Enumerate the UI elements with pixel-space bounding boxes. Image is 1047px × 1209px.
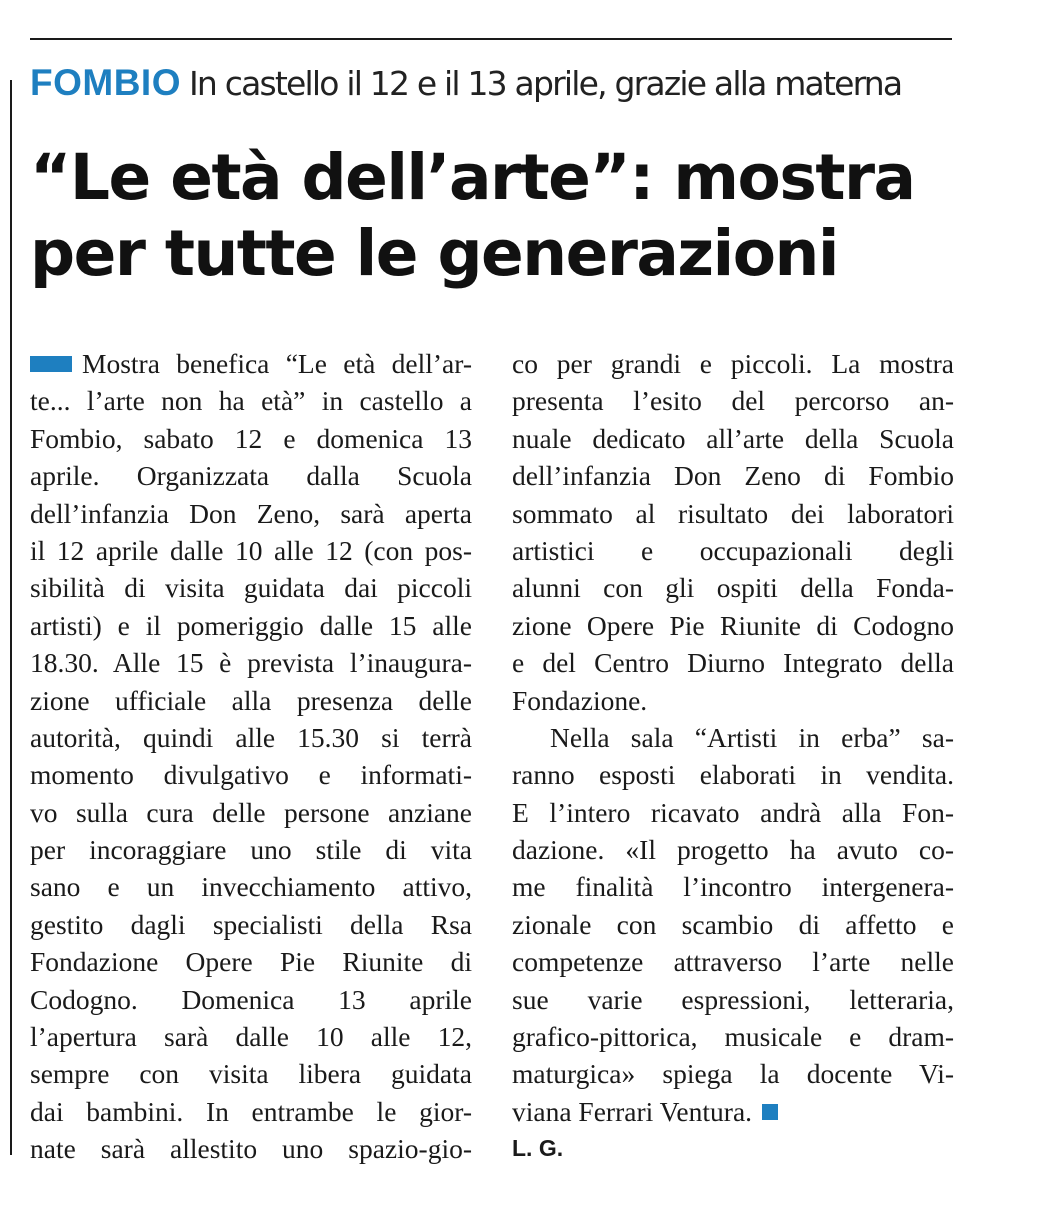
article-line-text: viana Ferrari Ventura. bbox=[512, 1095, 753, 1127]
article-line: dai bambini. In entrambe le gior- bbox=[30, 1095, 472, 1127]
article-line: competenze attraverso l’arte nelle bbox=[512, 946, 954, 978]
start-square-icon bbox=[30, 356, 72, 372]
article-line: momento divulgativo e informati- bbox=[30, 759, 472, 791]
article-line-text: Mostra benefica “Le età dell’ar- bbox=[82, 348, 472, 379]
article-column-left bbox=[30, 345, 472, 1168]
article-line: E l’intero ricavato andrà alla Fon- bbox=[512, 796, 954, 828]
article-line: vo sulla cura delle persone anziane bbox=[30, 796, 472, 828]
article-line: dazione. «Il progetto ha avuto co- bbox=[512, 834, 954, 866]
article-line: sano e un invecchiamento attivo, bbox=[30, 871, 472, 903]
article-line: l’apertura sarà dalle 10 alle 12, bbox=[30, 1021, 472, 1053]
article-line: te... l’arte non ha età” in castello a bbox=[30, 385, 472, 417]
article-line: 18.30. Alle 15 è prevista l’inaugura- bbox=[30, 647, 472, 679]
kicker bbox=[30, 64, 990, 101]
article-line: zione Opere Pie Riunite di Codogno bbox=[512, 609, 954, 641]
article-line: co per grandi e piccoli. La mostra bbox=[512, 348, 954, 379]
article-line: nate sarà allestito uno spazio-gio- bbox=[30, 1133, 472, 1165]
author-signature: L. G. bbox=[512, 1135, 564, 1162]
article-line: Fombio, sabato 12 e domenica 13 bbox=[30, 422, 472, 454]
article-line: Fondazione. bbox=[512, 684, 648, 716]
article-line: artisti) e il pomeriggio dalle 15 alle bbox=[30, 609, 472, 641]
end-square-icon bbox=[762, 1104, 778, 1120]
article-line: sommato al risultato dei laboratori bbox=[512, 497, 954, 529]
article-line: e del Centro Diurno Integrato della bbox=[512, 647, 954, 679]
article-line: autorità, quindi alle 15.30 si terrà bbox=[30, 721, 472, 753]
article-line: artistici e occupazionali degli bbox=[512, 534, 954, 566]
headline-line: “Le età dell’arte”: mostra bbox=[30, 141, 915, 214]
article-line: presenta l’esito del percorso an- bbox=[512, 385, 954, 417]
kicker-subtitle: In castello il 12 e il 13 aprile, grazie alla materna bbox=[188, 64, 902, 103]
article-line: sue varie espressioni, letteraria, bbox=[512, 983, 954, 1015]
article-line bbox=[512, 1093, 954, 1130]
article-line: nuale dedicato all’arte della Scuola bbox=[512, 422, 954, 454]
article-line: sempre con visita libera guidata bbox=[30, 1058, 472, 1090]
article-line: gestito dagli specialisti della Rsa bbox=[30, 908, 472, 940]
kicker-location: FOMBIO bbox=[30, 62, 181, 103]
article-line: aprile. Organizzata dalla Scuola bbox=[30, 460, 472, 492]
article-line: dell’infanzia Don Zeno di Fombio bbox=[512, 460, 954, 492]
top-rule bbox=[30, 38, 952, 40]
left-rule bbox=[10, 80, 12, 1155]
article-line: Codogno. Domenica 13 aprile bbox=[30, 983, 472, 1015]
article-line: per incoraggiare uno stile di vita bbox=[30, 834, 472, 866]
article-line bbox=[30, 345, 472, 382]
headline-line: per tutte le generazioni bbox=[30, 217, 838, 290]
article-line: dell’infanzia Don Zeno, sarà aperta bbox=[30, 497, 472, 529]
article-line: ranno esposti elaborati in vendita. bbox=[512, 759, 954, 791]
article-column-right bbox=[512, 345, 954, 1168]
article-line: zionale con scambio di affetto e bbox=[512, 908, 954, 940]
article-line: il 12 aprile dalle 10 alle 12 (con pos- bbox=[30, 534, 472, 566]
article-line: me finalità l’incontro intergenera- bbox=[512, 871, 954, 903]
article-line: Nella sala “Artisti in erba” sa- bbox=[550, 721, 954, 753]
article-line: zione ufficiale alla presenza delle bbox=[30, 684, 472, 716]
article-line: maturgica» spiega la docente Vi- bbox=[512, 1058, 954, 1090]
article-line: Fondazione Opere Pie Riunite di bbox=[30, 946, 472, 978]
headline bbox=[30, 140, 1010, 292]
article-line: grafico-pittorica, musicale e dram- bbox=[512, 1021, 954, 1053]
article-line: alunni con gli ospiti della Fonda- bbox=[512, 572, 954, 604]
article-line: sibilità di visita guidata dai piccoli bbox=[30, 572, 472, 604]
